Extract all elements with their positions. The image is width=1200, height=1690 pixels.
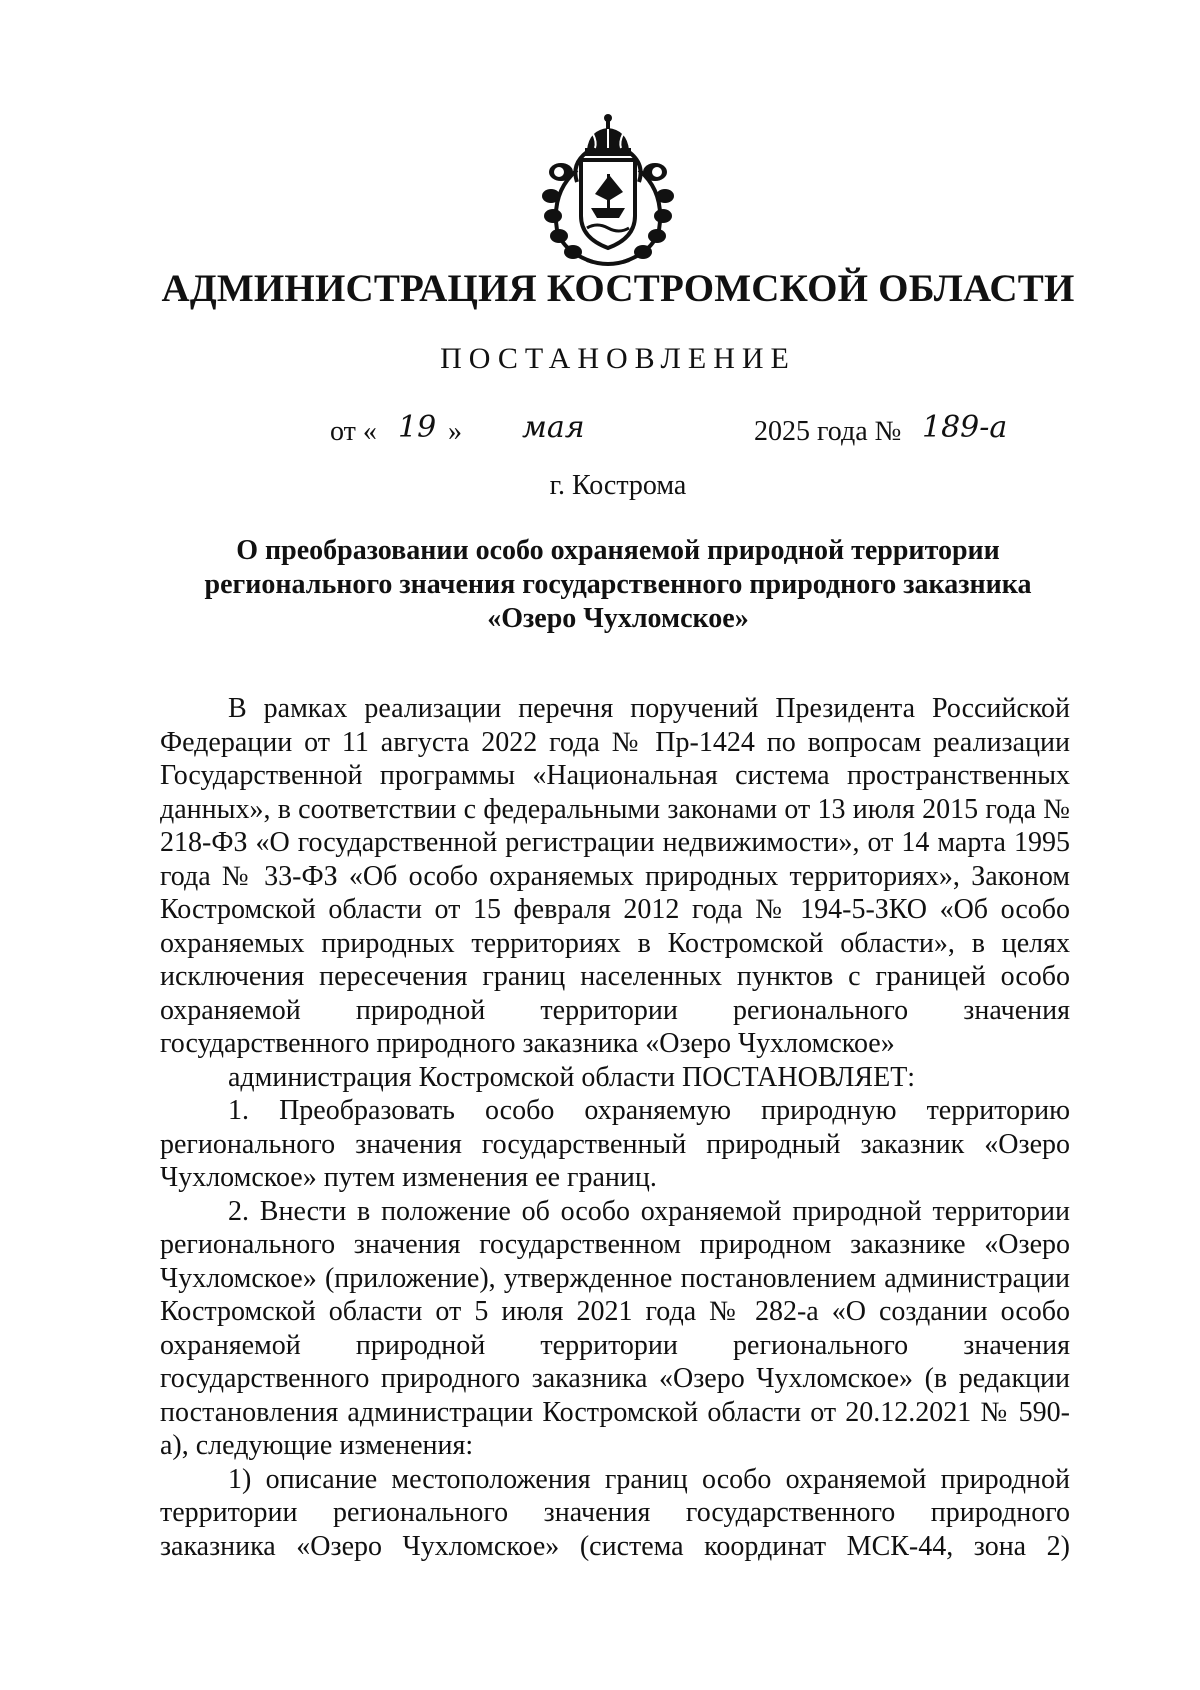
paragraph-subitem-1: 1) описание местоположения границ особо охраняемой природной территории регионального значения государственного природного заказника «Озеро Чухломское» (система координат МСК-44, зона 2) xyxy=(160,1463,1070,1562)
date-day: 19 xyxy=(398,410,437,445)
document-body xyxy=(160,692,1070,1563)
title-line-3: «Озеро Чухломское» xyxy=(487,603,749,634)
date-prefix: от « xyxy=(330,416,377,447)
paragraph-resolves: администрация Костромской области ПОСТАНОВЛЯЕТ: xyxy=(228,1061,916,1093)
document-type: ПОСТАНОВЛЕНИЕ xyxy=(440,342,796,375)
date-day-close: » xyxy=(448,416,462,447)
date-line xyxy=(0,410,1200,454)
coat-of-arms-icon xyxy=(537,112,679,268)
city: г. Кострома xyxy=(549,470,687,501)
paragraph-item-1: 1. Преобразовать особо охраняемую природную территорию регионального значения государственный природный заказник «Озеро Чухломское» путем изменения ее границ. xyxy=(160,1095,1070,1193)
date-month: мая xyxy=(522,410,585,445)
document-title xyxy=(150,534,1086,636)
title-line-2: регионального значения государственного природного заказника xyxy=(204,569,1032,600)
paragraph-preamble: В рамках реализации перечня поручений Президента Российской Федерации от 11 августа 2022 года № Пр-1424 по вопросам реализации Государственной программы «Национальная система пространственных данных», в соответствии с федеральными законами от 13 июля 2015 года № 218-ФЗ «О государственной регистрации недвижимости», от 14 марта 1995 года № 33-ФЗ «Об особо охраняемых природных территориях», Законом Костромской области от 15 февраля 2012 года № 194-5-ЗКО «Об особо охраняемых природных территориях в Костромской области», в целях исключения пересечения границ населенных пунктов с границей особо охраняемой природной территории регионального значения государственного природного заказника «Озеро Чухломское» xyxy=(160,693,1070,1059)
title-line-1: О преобразовании особо охраняемой природной территории xyxy=(236,535,1000,566)
organization-name: АДМИНИСТРАЦИЯ КОСТРОМСКОЙ ОБЛАСТИ xyxy=(161,267,1075,310)
date-year: 2025 года № xyxy=(754,416,902,447)
document-number: 189-а xyxy=(922,410,1008,445)
paragraph-item-2: 2. Внести в положение об особо охраняемой природной территории регионального значения государственном природном заказнике «Озеро Чухломское» (приложение), утвержденное постановлением администрации Костромской области от 5 июля 2021 года № 282-а «О создании особо охраняемой природной территории регионального значения государственного природного заказника «Озеро Чухломское» (в редакции постановления администрации Костромской области от 20.12.2021 № 590-а), следующие изменения: xyxy=(160,1195,1070,1461)
